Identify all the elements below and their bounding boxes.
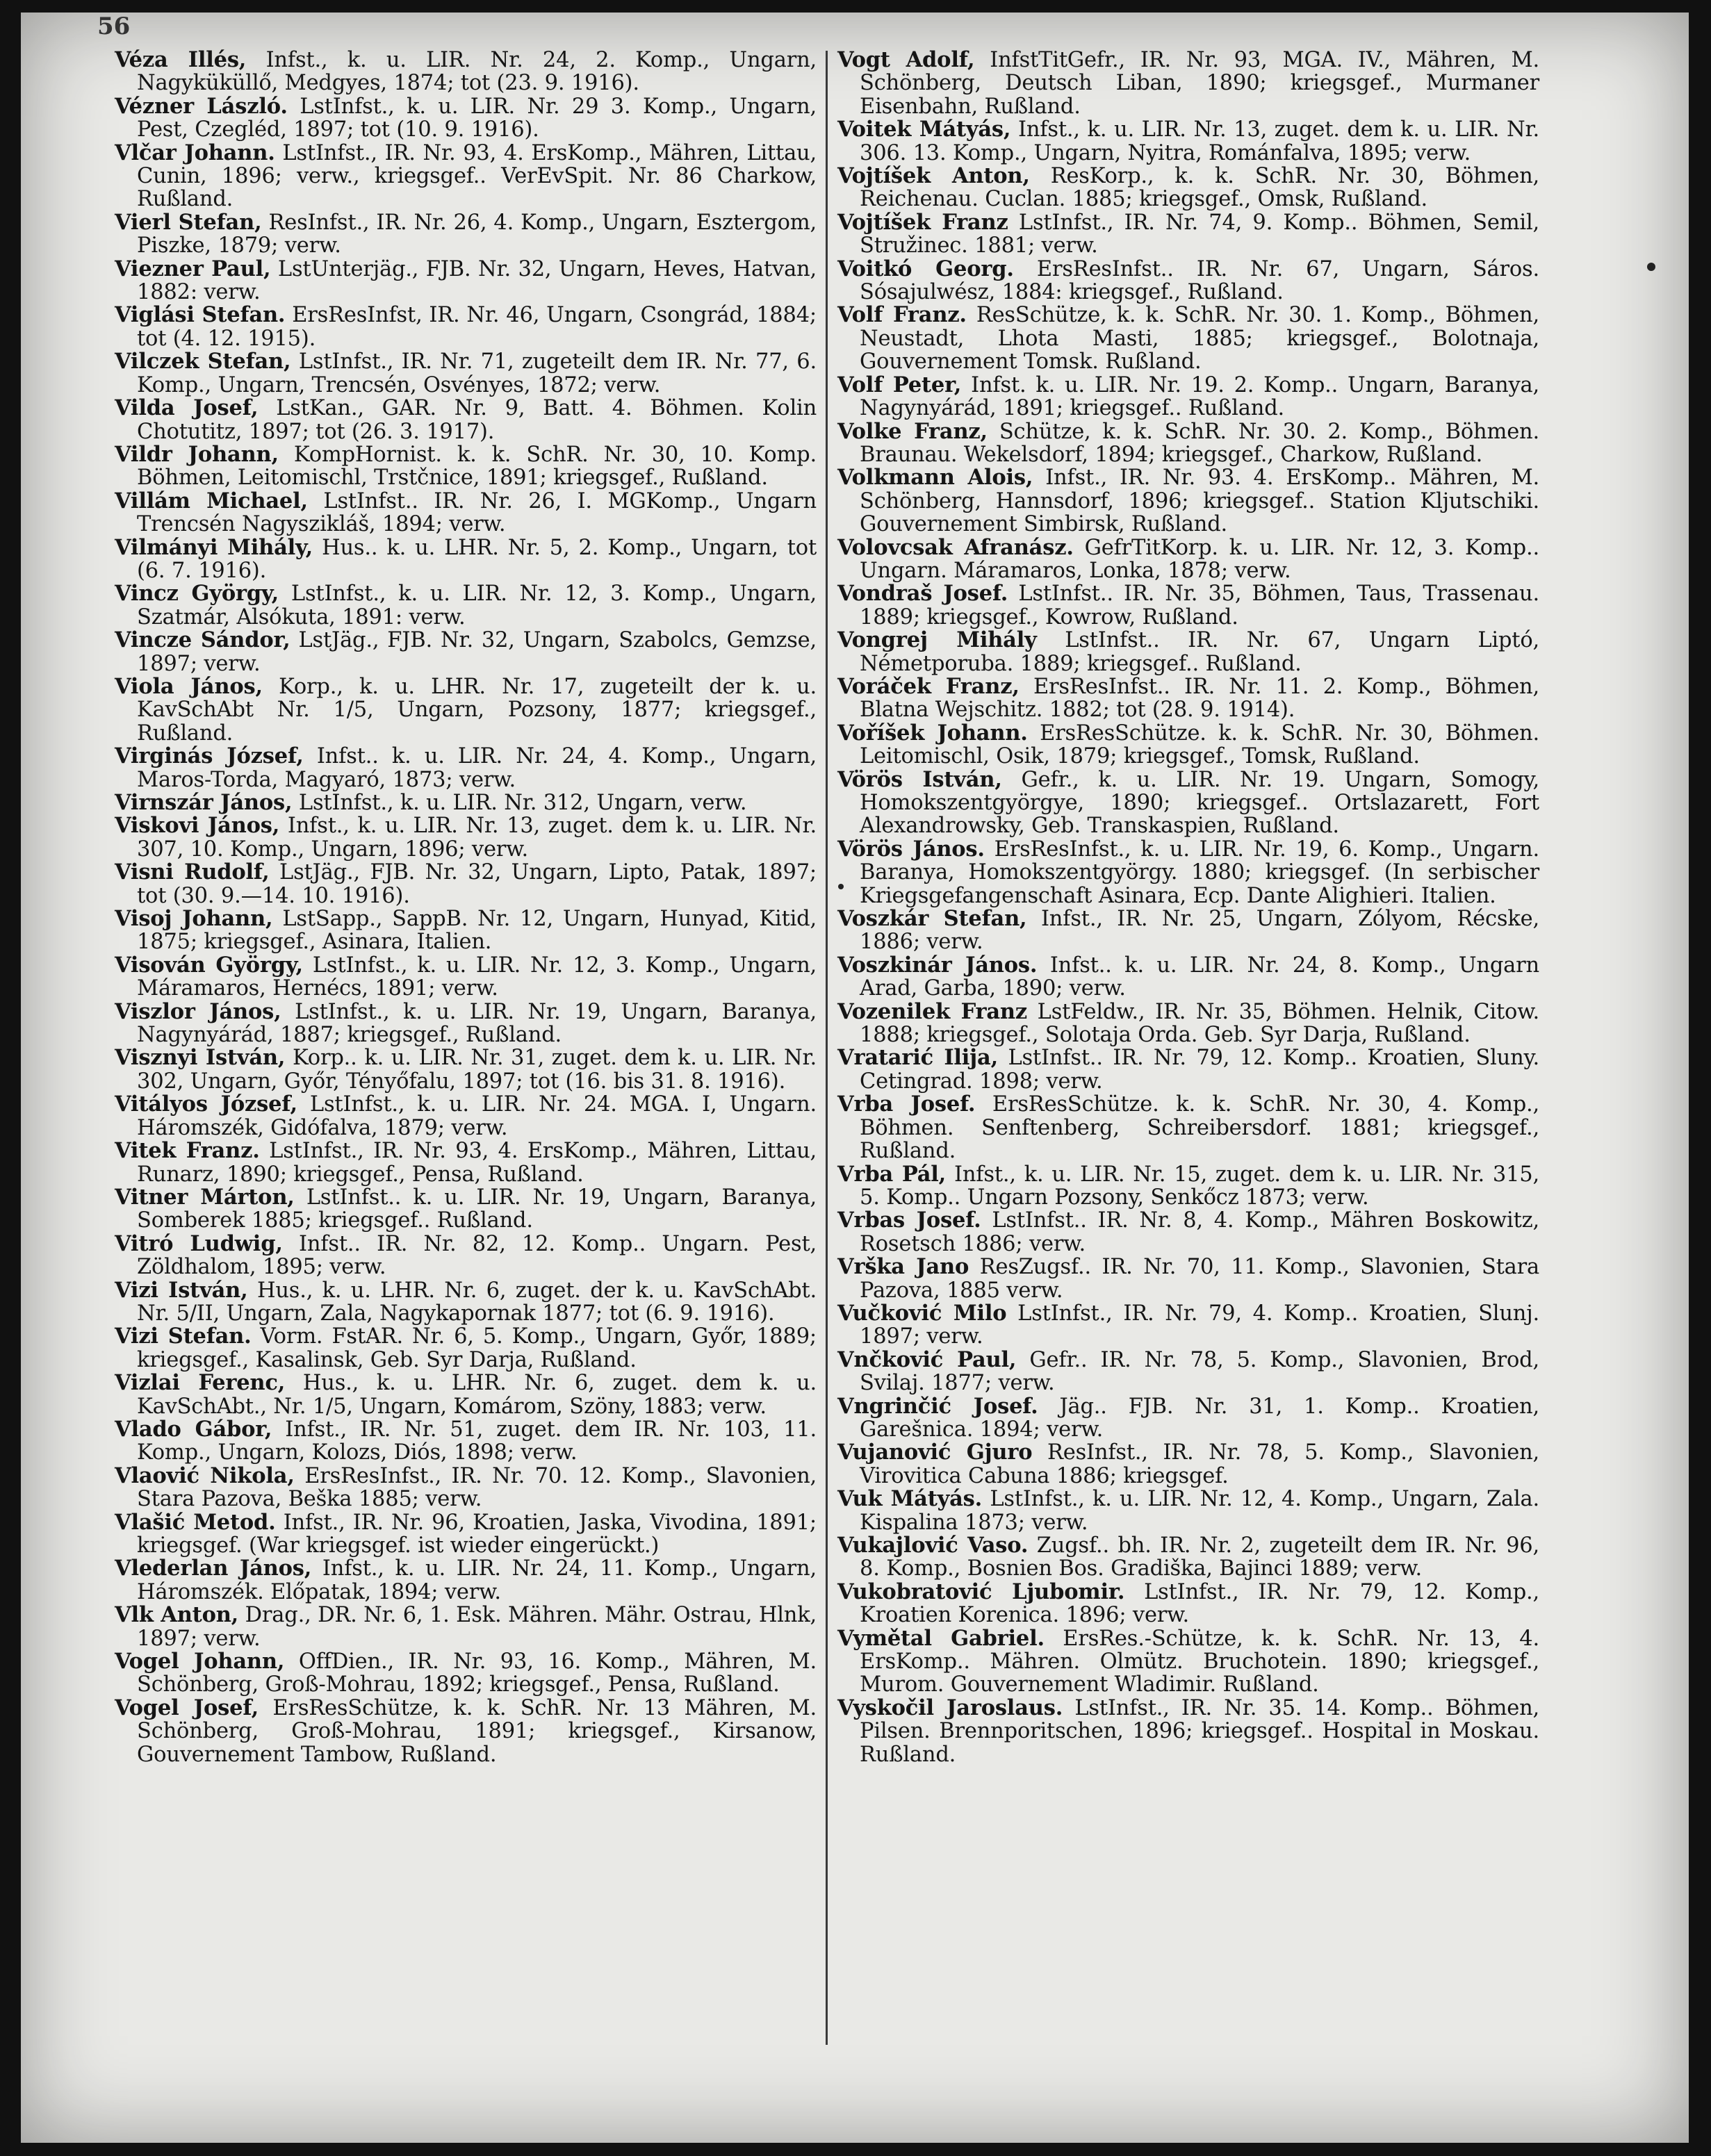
entry-name: Vrba Josef. (837, 1092, 976, 1117)
entry-details: Infst., k. u. LIR. Nr. 15, zuget. dem k. u. LIR. Nr. 315, 5. Komp.. Ungarn Pozsony, Senkőcz 1873; verw. (860, 1162, 1540, 1210)
roster-entry (115, 304, 817, 350)
entry-name: Vlašić Metod. (115, 1509, 276, 1535)
roster-entry (115, 490, 817, 536)
entry-details: Korp.. k. u. LIR. Nr. 31, zuget. dem k. u. LIR. Nr. 302, Ungarn, Győr, Tényőfalu, 1897; tot (16. bis 31. 8. 1916). (137, 1046, 817, 1094)
roster-entry (115, 814, 817, 861)
entry-name: Véza Illés, (115, 47, 247, 72)
roster-entry (115, 1186, 817, 1233)
entry-details: KompHornist. k. k. SchR. Nr. 30, 10. Komp. Böhmen, Leitomischl, Trstčnice, 1891; kriegsgef., Rußland. (137, 442, 817, 491)
entry-name: Vukajlović Vaso. (837, 1533, 1029, 1558)
entry-name: Voitkó Georg. (837, 256, 1014, 281)
roster-entry (837, 582, 1539, 629)
entry-details: ErsRes.-Schütze, k. k. SchR. Nr. 13, 4. ErsKomp.. Mähren. Olmütz. Bruchotein. 1890; kriegsgef., Murom. Gouvernement Wladimir. Rußland. (860, 1626, 1539, 1697)
entry-name: Vierl Stefan, (115, 209, 262, 235)
roster-entry (115, 1697, 817, 1766)
entry-details: ErsResInfst., k. u. LIR. Nr. 19, 6. Komp., Ungarn. Baranya, Homokszentgyörgy. 1880; kriegsgef. (In serbischer Kriegsgefangenschaft Asinara, Ecp. Dante Alighieri. Italien. (860, 837, 1539, 908)
entry-name: Vyskočil Jaroslaus. (837, 1695, 1063, 1720)
entry-name: Vlaović Nikola, (115, 1463, 295, 1488)
entry-details: LstInfst., k. u. LIR. Nr. 12, 3. Komp., Ungarn, Szatmár, Alsókuta, 1891: verw. (137, 582, 817, 629)
ink-dot (1647, 263, 1655, 271)
roster-entry (115, 211, 817, 258)
entry-name: Villám Michael, (115, 488, 308, 513)
entry-name: Volf Peter, (837, 372, 962, 397)
entry-details: Infst.. k. u. LIR. Nr. 24, 4. Komp., Ungarn, Maros-Torda, Magyaró, 1873; verw. (137, 744, 817, 792)
entry-name: Vogt Adolf, (837, 47, 975, 72)
entry-details: Infst., IR. Nr. 25, Ungarn, Zólyom, Récske, 1886; verw. (860, 907, 1539, 955)
roster-entry (837, 1349, 1539, 1395)
entry-details: LstInfst., k. u. LIR. Nr. 12, 4. Komp., Ungarn, Zala. Kispalina 1873; verw. (860, 1487, 1539, 1535)
entry-name: Vézner László. (115, 93, 288, 119)
entry-details: ErsResInfst, IR. Nr. 46, Ungarn, Csongrád, 1884; tot (4. 12. 1915). (137, 303, 817, 351)
entry-name: Vojtíšek Anton, (837, 163, 1030, 189)
roster-entry (115, 629, 817, 675)
entry-details: Drag., DR. Nr. 6, 1. Esk. Mähren. Mähr. Ostrau, Hlnk, 1897; verw. (137, 1603, 817, 1651)
roster-entry (115, 1465, 817, 1511)
entry-details: ErsResSchütze. k. k. SchR. Nr. 30, Böhmen. Leitomischl, Osik, 1879; kriegsgef., Tomsk, Rußland. (860, 721, 1539, 769)
entry-name: Vilczek Stefan, (115, 349, 291, 375)
roster-entry (115, 1325, 817, 1372)
entry-name: Viglási Stefan. (115, 302, 286, 328)
entry-details: Infst., IR. Nr. 96, Kroatien, Jaska, Vivodina, 1891; kriegsgef. (War kriegsgef. ist wieder eingerückt.) (137, 1510, 817, 1558)
entry-details: LstSapp., SappB. Nr. 12, Ungarn, Hunyad, Kitid, 1875; kriegsgef., Asinara, Italien. (137, 907, 817, 955)
entry-details: Schütze, k. k. SchR. Nr. 30. 2. Komp., Böhmen. Braunau. Wekelsdorf, 1894; kriegsgef., Charkow, Rußland. (860, 419, 1539, 467)
entry-name: Vizi István, (115, 1277, 248, 1303)
roster-entry (837, 1163, 1539, 1210)
roster-entry (837, 1697, 1539, 1766)
roster-entry (837, 954, 1539, 1001)
entry-name: Vogel Josef, (115, 1695, 259, 1720)
entry-details: LstInfst., k. u. LIR. Nr. 24. MGA. I, Ungarn. Háromszék, Gidófalva, 1879; verw. (137, 1092, 817, 1140)
roster-entry (115, 397, 817, 443)
roster-entry (115, 1418, 817, 1465)
entry-name: Vukobratović Ljubomir. (837, 1579, 1125, 1604)
roster-entry (115, 1557, 817, 1604)
entry-name: Vrba Pál, (837, 1161, 947, 1187)
roster-entry (115, 1139, 817, 1186)
entry-details: ErsResInfst., IR. Nr. 70. 12. Komp., Slavonien, Stara Pazova, Beška 1885; verw. (137, 1463, 817, 1512)
entry-name: Vojtíšek Franz (837, 209, 1008, 235)
entry-details: LstInfst., IR. Nr. 93, 4. ErsKomp., Mähren, Littau, Cunin, 1896; verw., kriegsgef.. VerEvSpit. Nr. 86 Charkow, Rußland. (137, 140, 817, 212)
entry-name: Visni Rudolf, (115, 859, 270, 885)
entry-name: Visznyi István, (115, 1045, 286, 1071)
entry-name: Vlčar Johann. (115, 140, 275, 165)
entry-name: Viezner Paul, (115, 256, 271, 281)
entry-name: Voszkár Stefan, (837, 906, 1027, 932)
entry-details: LstInfst., IR. Nr. 74, 9. Komp.. Böhmen, Semil, Stružinec. 1881; verw. (860, 210, 1540, 258)
entry-name: Viola János, (115, 673, 263, 699)
entry-details: LstJäg., FJB. Nr. 32, Ungarn, Szabolcs, Gemzse, 1897; verw. (137, 628, 817, 676)
roster-entry (115, 907, 817, 954)
entry-details: LstInfst.. IR. Nr. 26, I. MGKomp., Ungarn Trencsén Nagyszikláš, 1894; verw. (137, 488, 817, 537)
entry-details: ErsResSchütze. k. k. SchR. Nr. 30, 4. Komp., Böhmen. Senftenberg, Schreibersdorf. 1881; kriegsgef., Rußland. (860, 1092, 1540, 1164)
entry-details: Korp., k. u. LHR. Nr. 17, zugeteilt der k. u. KavSchAbt Nr. 1/5, Ungarn, Pozsony, 1877; kriegsgef., Rußland. (137, 674, 817, 746)
entry-name: Vitró Ludwig, (115, 1231, 283, 1256)
entry-details: LstUnterjäg., FJB. Nr. 32, Ungarn, Heves, Hatvan, 1882: verw. (137, 256, 817, 305)
entry-details: Infst. k. u. LIR. Nr. 19. 2. Komp.. Ungarn, Baranya, Nagynyárád, 1891; kriegsgef.. Rußland. (860, 372, 1539, 421)
entry-name: Voitek Mátyás, (837, 117, 1011, 142)
roster-entry (115, 1511, 817, 1558)
entry-name: Volovcsak Afranász. (837, 534, 1074, 560)
entry-name: Vlk Anton, (115, 1602, 239, 1628)
entry-details: ResSchütze, k. k. SchR. Nr. 30. 1. Komp., Böhmen, Neustadt, Lhota Masti, 1885; kriegsgef., Bolotnaja, Gouvernement Tomsk. Rußland. (860, 303, 1539, 375)
entry-details: Infst., k. u. LIR. Nr. 13, zuget. dem k. u. LIR. Nr. 307, 10. Komp., Ungarn, 1896; verw. (137, 814, 817, 862)
roster-entry (115, 258, 817, 304)
entry-details: Hus., k. u. LHR. Nr. 6, zuget. dem k. u. KavSchAbt., Nr. 1/5, Ungarn, Komárom, Szöny, 1883; verw. (137, 1371, 817, 1419)
entry-name: Vuk Mátyás. (837, 1486, 983, 1512)
entry-name: Vujanović Gjuro (837, 1440, 1033, 1465)
roster-entry (837, 1209, 1539, 1256)
roster-entry (115, 49, 817, 95)
roster-entry (115, 1279, 817, 1326)
entry-details: LstInfst., k. u. LIR. Nr. 19, Ungarn, Baranya, Nagynyárád, 1887; kriegsgef., Rußland. (137, 999, 817, 1048)
entry-details: ErsResInfst.. IR. Nr. 67, Ungarn, Sáros. Sósajulwész, 1884: kriegsgef., Rußland. (860, 256, 1540, 305)
roster-entry (837, 838, 1539, 907)
entry-details: Hus., k. u. LHR. Nr. 6, zuget. der k. u. KavSchAbt. Nr. 5/II, Ungarn, Zala, Nagykapornak 1877; tot (6. 9. 1916). (137, 1278, 817, 1326)
entry-details: LstInfst., k. u. LIR. Nr. 12, 3. Komp., Ungarn, Máramaros, Hernécs, 1891; verw. (137, 953, 817, 1001)
entry-details: LstFeldw., IR. Nr. 35, Böhmen. Helnik, Citow. 1888; kriegsgef., Solotaja Orda. Geb. Syr Darja, Rußland. (860, 999, 1539, 1048)
roster-entry (837, 1488, 1539, 1534)
entry-details: Infst., IR. Nr. 51, zuget. dem IR. Nr. 103, 11. Komp., Ungarn, Kolozs, Diós, 1898; verw. (137, 1417, 817, 1465)
entry-details: OffDien., IR. Nr. 93, 16. Komp., Mähren, M. Schönberg, Groß-Mohrau, 1892; kriegsgef., Pensa, Rußland. (137, 1649, 817, 1697)
entry-name: Volf Franz. (837, 302, 967, 328)
entry-details: LstKan., GAR. Nr. 9, Batt. 4. Böhmen. Kolin Chotutitz, 1897; tot (26. 3. 1917). (137, 396, 817, 444)
entry-name: Vincze Sándor, (115, 627, 290, 653)
roster-entry (115, 350, 817, 397)
entry-details: ResKorp., k. k. SchR. Nr. 30, Böhmen, Reichenau. Cuclan. 1885; kriegsgef., Omsk, Rußland. (860, 164, 1540, 212)
entry-name: Vrbas Josef. (837, 1208, 981, 1233)
roster-entry (837, 1093, 1539, 1162)
entry-details: LstInfst., IR. Nr. 79, 12. Komp., Kroatien Korenica. 1896; verw. (860, 1579, 1540, 1628)
roster-entry (115, 1233, 817, 1279)
entry-name: Vlederlan János, (115, 1556, 312, 1581)
entry-name: Vratarić Ilija, (837, 1045, 998, 1071)
entry-name: Vitályos József, (115, 1092, 297, 1117)
roster-entry (837, 420, 1539, 467)
entry-details: Jäg.. FJB. Nr. 31, 1. Komp.. Kroatien, Garešnica. 1894; verw. (860, 1394, 1539, 1442)
entry-details: LstInfst., IR. Nr. 79, 4. Komp.. Kroatien, Slunj. 1897; verw. (860, 1301, 1539, 1349)
entry-name: Vlado Gábor, (115, 1416, 272, 1442)
roster-entry (837, 211, 1539, 258)
roster-entry (837, 998, 1539, 1048)
roster-entry (837, 304, 1539, 373)
entry-details: LstInfst., IR. Nr. 93, 4. ErsKomp., Mähren, Littau, Runarz, 1890; kriegsgef., Pensa, Rußland. (137, 1139, 817, 1187)
entry-details: LstInfst.. k. u. LIR. Nr. 19, Ungarn, Baranya, Somberek 1885; kriegsgef.. Rußland. (137, 1185, 817, 1233)
column-divider (826, 51, 828, 2045)
entry-details: Hus.. k. u. LHR. Nr. 5, 2. Komp., Ungarn, tot (6. 7. 1916). (137, 535, 817, 583)
entry-name: Vizi Stefan. (115, 1324, 252, 1349)
entry-details: Infst., k. u. LIR. Nr. 24, 2. Komp., Ungarn, Nagyküküllő, Medgyes, 1874; tot (23. 9. 1916). (137, 48, 817, 96)
entry-details: LstJäg., FJB. Nr. 32, Ungarn, Lipto, Patak, 1897; tot (30. 9.—14. 10. 1916). (137, 860, 817, 908)
roster-entry (115, 536, 817, 583)
entry-details: Gefr.. IR. Nr. 78, 5. Komp., Slavonien, Brod, Svilaj. 1877; verw. (860, 1347, 1539, 1396)
roster-entry (115, 861, 817, 907)
page-number: 56 (97, 13, 131, 40)
entry-details: Infst., IR. Nr. 93. 4. ErsKomp.. Mähren, M. Schönberg, Hannsdorf, 1896; kriegsgef.. Station Kljutschiki. Gouvernement Simbirsk, Rußland. (860, 466, 1539, 537)
entry-name: Vitek Franz. (115, 1138, 260, 1164)
roster-entry (115, 582, 817, 629)
roster-entry (837, 1302, 1539, 1349)
entry-name: Vučković Milo (837, 1300, 1007, 1326)
roster-entry (837, 629, 1539, 675)
entry-details: ResZugsf.. IR. Nr. 70, 11. Komp., Slavonien, Stara Pazova, 1885 verw. (860, 1255, 1539, 1303)
right-column (837, 49, 1539, 1766)
entry-details: LstInfst.. IR. Nr. 8, 4. Komp., Mähren Boskowitz, Rosetsch 1886; verw. (860, 1208, 1540, 1256)
entry-name: Vnčković Paul, (837, 1347, 1017, 1372)
roster-entry (115, 791, 817, 814)
entry-details: LstInfst., IR. Nr. 71, zugeteilt dem IR. Nr. 77, 6. Komp., Ungarn, Trencsén, Osvényes, 1872; verw. (137, 349, 817, 397)
roster-entry (115, 142, 817, 211)
entry-name: Vörös István, (837, 766, 1002, 792)
roster-entry (837, 118, 1539, 165)
roster-entry (115, 1650, 817, 1697)
roster-entry (115, 954, 817, 1001)
entry-details: ResInfst., IR. Nr. 78, 5. Komp., Slavonien, Virovitica Cabuna 1886; kriegsgef. (860, 1440, 1540, 1488)
entry-details: Infst.. k. u. LIR. Nr. 24, 8. Komp., Ungarn Arad, Garba, 1890; verw. (860, 953, 1539, 1001)
entry-name: Vitner Márton, (115, 1184, 295, 1210)
entry-details: Zugsf.. bh. IR. Nr. 2, zugeteilt dem IR. Nr. 96, 8. Komp., Bosnien Bos. Gradiška, Bajinci 1889; verw. (860, 1533, 1539, 1581)
entry-name: Vizlai Ferenc, (115, 1370, 286, 1396)
roster-entry (115, 998, 817, 1048)
entry-details: LstInfst., k. u. LIR. Nr. 312, Ungarn, verw. (298, 791, 747, 815)
roster-entry (115, 1604, 817, 1650)
entry-details: Vorm. FstAR. Nr. 6, 5. Komp., Ungarn, Győr, 1889; kriegsgef., Kasalinsk, Geb. Syr Darja, Rußland. (137, 1324, 817, 1372)
entry-details: Infst., k. u. LIR. Nr. 13, zuget. dem k. u. LIR. Nr. 306. 13. Komp., Ungarn, Nyitra, Románfalva, 1895; verw. (860, 117, 1539, 165)
roster-entry (837, 1046, 1539, 1093)
roster-entry (115, 1372, 817, 1418)
entry-details: InfstTitGefr., IR. Nr. 93, MGA. IV., Mähren, M. Schönberg, Deutsch Liban, 1890; kriegsgef., Murmaner Eisenbahn, Rußland. (860, 48, 1539, 119)
entry-name: Vogel Johann, (115, 1649, 285, 1674)
entry-details: Infst., k. u. LIR. Nr. 24, 11. Komp., Ungarn, Háromszék. Előpatak, 1894; verw. (137, 1556, 817, 1604)
left-column (115, 49, 817, 1766)
entry-details: LstInfst., k. u. LIR. Nr. 29 3. Komp., Ungarn, Pest, Czegléd, 1897; tot (10. 9. 1916). (137, 94, 817, 142)
entry-name: Vrška Jano (837, 1254, 969, 1280)
roster-entry (115, 745, 817, 791)
entry-details: LstInfst.. IR. Nr. 79, 12. Komp.. Kroatien, Sluny. Cetingrad. 1898; verw. (860, 1046, 1539, 1094)
roster-entry (115, 443, 817, 490)
entry-details: ErsResInfst.. IR. Nr. 11. 2. Komp., Böhmen, Blatna Wejschitz. 1882; tot (28. 9. 1914). (860, 674, 1539, 723)
roster-entry (837, 1581, 1539, 1627)
roster-entry (837, 1534, 1539, 1581)
entry-details: Infst.. IR. Nr. 82, 12. Komp.. Ungarn. Pest, Zöldhalom, 1895; verw. (137, 1231, 817, 1280)
ink-dot (838, 884, 844, 889)
entry-name: Vymětal Gabriel. (837, 1625, 1045, 1651)
roster-entry (837, 536, 1539, 583)
entry-name: Virginás József, (115, 743, 304, 769)
entry-details: ResInfst., IR. Nr. 26, 4. Komp., Ungarn, Esztergom, Piszke, 1879; verw. (137, 210, 817, 258)
entry-name: Vincz György, (115, 581, 279, 607)
entry-name: Vongrej Mihály (837, 627, 1037, 653)
roster-entry (837, 258, 1539, 304)
document-page (21, 13, 1689, 2143)
entry-name: Virnszár János, (115, 790, 293, 815)
roster-entry (115, 1046, 817, 1093)
entry-name: Voříšek Johann. (837, 720, 1028, 746)
roster-entry (115, 95, 817, 142)
entry-details: GefrTitKorp. k. u. LIR. Nr. 12, 3. Komp.. Ungarn. Máramaros, Lonka, 1878; verw. (860, 535, 1539, 583)
roster-entry (837, 1441, 1539, 1488)
roster-entry (837, 675, 1539, 722)
entry-name: Viskovi János, (115, 813, 280, 839)
entry-name: Voráček Franz, (837, 673, 1020, 699)
entry-name: Vondraš Josef. (837, 581, 1008, 607)
entry-name: Vildr Johann, (115, 441, 279, 467)
entry-name: Voszkinár János. (837, 952, 1038, 978)
entry-name: Volkmann Alois, (837, 465, 1033, 491)
roster-entry (115, 1093, 817, 1139)
roster-entry (837, 466, 1539, 536)
entry-name: Visoj Johann, (115, 906, 273, 932)
entry-details: Gefr., k. u. LIR. Nr. 19. Ungarn, Somogy, Homokszentgyörgye, 1890; kriegsgef.. Ortslazarett, Fort Alexandrowsky, Geb. Transkaspien, Rußland. (860, 767, 1540, 839)
entry-name: Volke Franz, (837, 418, 988, 444)
entry-name: Vilmányi Mihály, (115, 534, 313, 560)
roster-entry (837, 1627, 1539, 1697)
roster-entry (837, 722, 1539, 768)
entry-name: Vngrinčić Josef. (837, 1393, 1038, 1419)
roster-entry (837, 1395, 1539, 1442)
entry-name: Vilda Josef, (115, 395, 259, 421)
roster-entry (837, 1256, 1539, 1302)
roster-entry (837, 49, 1539, 118)
entry-details: LstInfst.. IR. Nr. 67, Ungarn Liptó, Németporuba. 1889; kriegsgef.. Rußland. (860, 628, 1540, 676)
entry-name: Vozenilek Franz (837, 998, 1028, 1024)
entry-name: Vörös János. (837, 836, 985, 862)
entry-name: Viszlor János, (115, 998, 281, 1024)
roster-entry (837, 907, 1539, 954)
entry-details: ErsResSchütze, k. k. SchR. Nr. 13 Mähren, M. Schönberg, Groß-Mohrau, 1891; kriegsgef., Kirsanow, Gouvernement Tambow, Rußland. (137, 1695, 817, 1767)
roster-entry (837, 768, 1539, 838)
roster-entry (115, 675, 817, 745)
roster-entry (837, 374, 1539, 420)
entry-name: Visován György, (115, 952, 303, 978)
roster-entry (837, 165, 1539, 211)
entry-details: LstInfst.. IR. Nr. 35, Böhmen, Taus, Trassenau. 1889; kriegsgef., Kowrow, Rußland. (860, 582, 1539, 629)
entry-details: LstInfst., IR. Nr. 35. 14. Komp.. Böhmen, Pilsen. Brennporitschen, 1896; kriegsgef.. Hospital in Moskau. Rußland. (860, 1695, 1540, 1767)
